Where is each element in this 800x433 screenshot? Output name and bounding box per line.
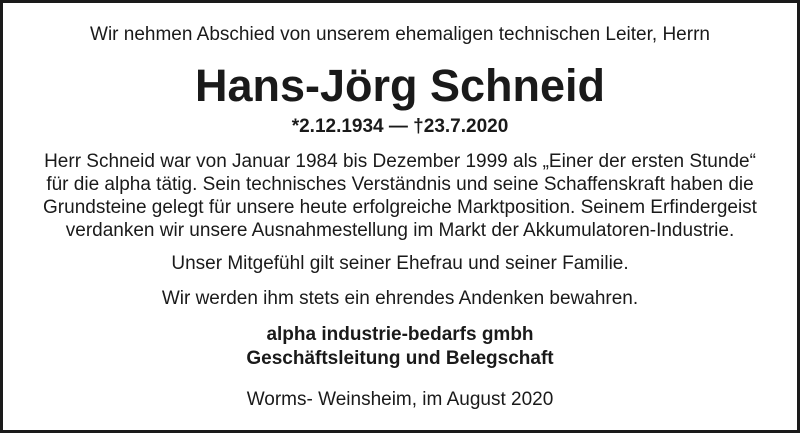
- intro-text: Wir nehmen Abschied von unserem ehemaligen technischen Leiter, Herrn: [90, 24, 710, 45]
- tribute-line: Grundsteine gelegt für unsere heute erfolgreiche Marktposition. Seinem Erfindergeist: [43, 197, 757, 218]
- tribute-paragraph: [3, 150, 797, 242]
- memory-text: Wir werden ihm stets ein ehrendes Andenken bewahren.: [161, 288, 639, 309]
- tribute-line: verdanken wir unsere Ausnahmestellung im Markt der Akkumulatoren-Industrie.: [65, 220, 735, 241]
- company-name: alpha industrie-bedarfs gmbh: [266, 324, 534, 345]
- signature-block: [3, 323, 797, 371]
- condolence-text: Unser Mitgefühl gilt seiner Ehefrau und seiner Familie.: [171, 253, 629, 274]
- place-date: Worms- Weinsheim, im August 2020: [246, 389, 554, 410]
- deceased-name: Hans-Jörg Schneid: [194, 60, 606, 111]
- life-dates: *2.12.1934 — †23.7.2020: [291, 116, 509, 137]
- tribute-line: für die alpha tätig. Sein technisches Verständnis und seine Schaffenskraft haben die: [46, 174, 754, 195]
- signature-group: Geschäftsleitung und Belegschaft: [246, 348, 554, 369]
- tribute-line: Herr Schneid war von Januar 1984 bis Dezember 1999 als „Einer der ersten Stunde“: [44, 151, 756, 172]
